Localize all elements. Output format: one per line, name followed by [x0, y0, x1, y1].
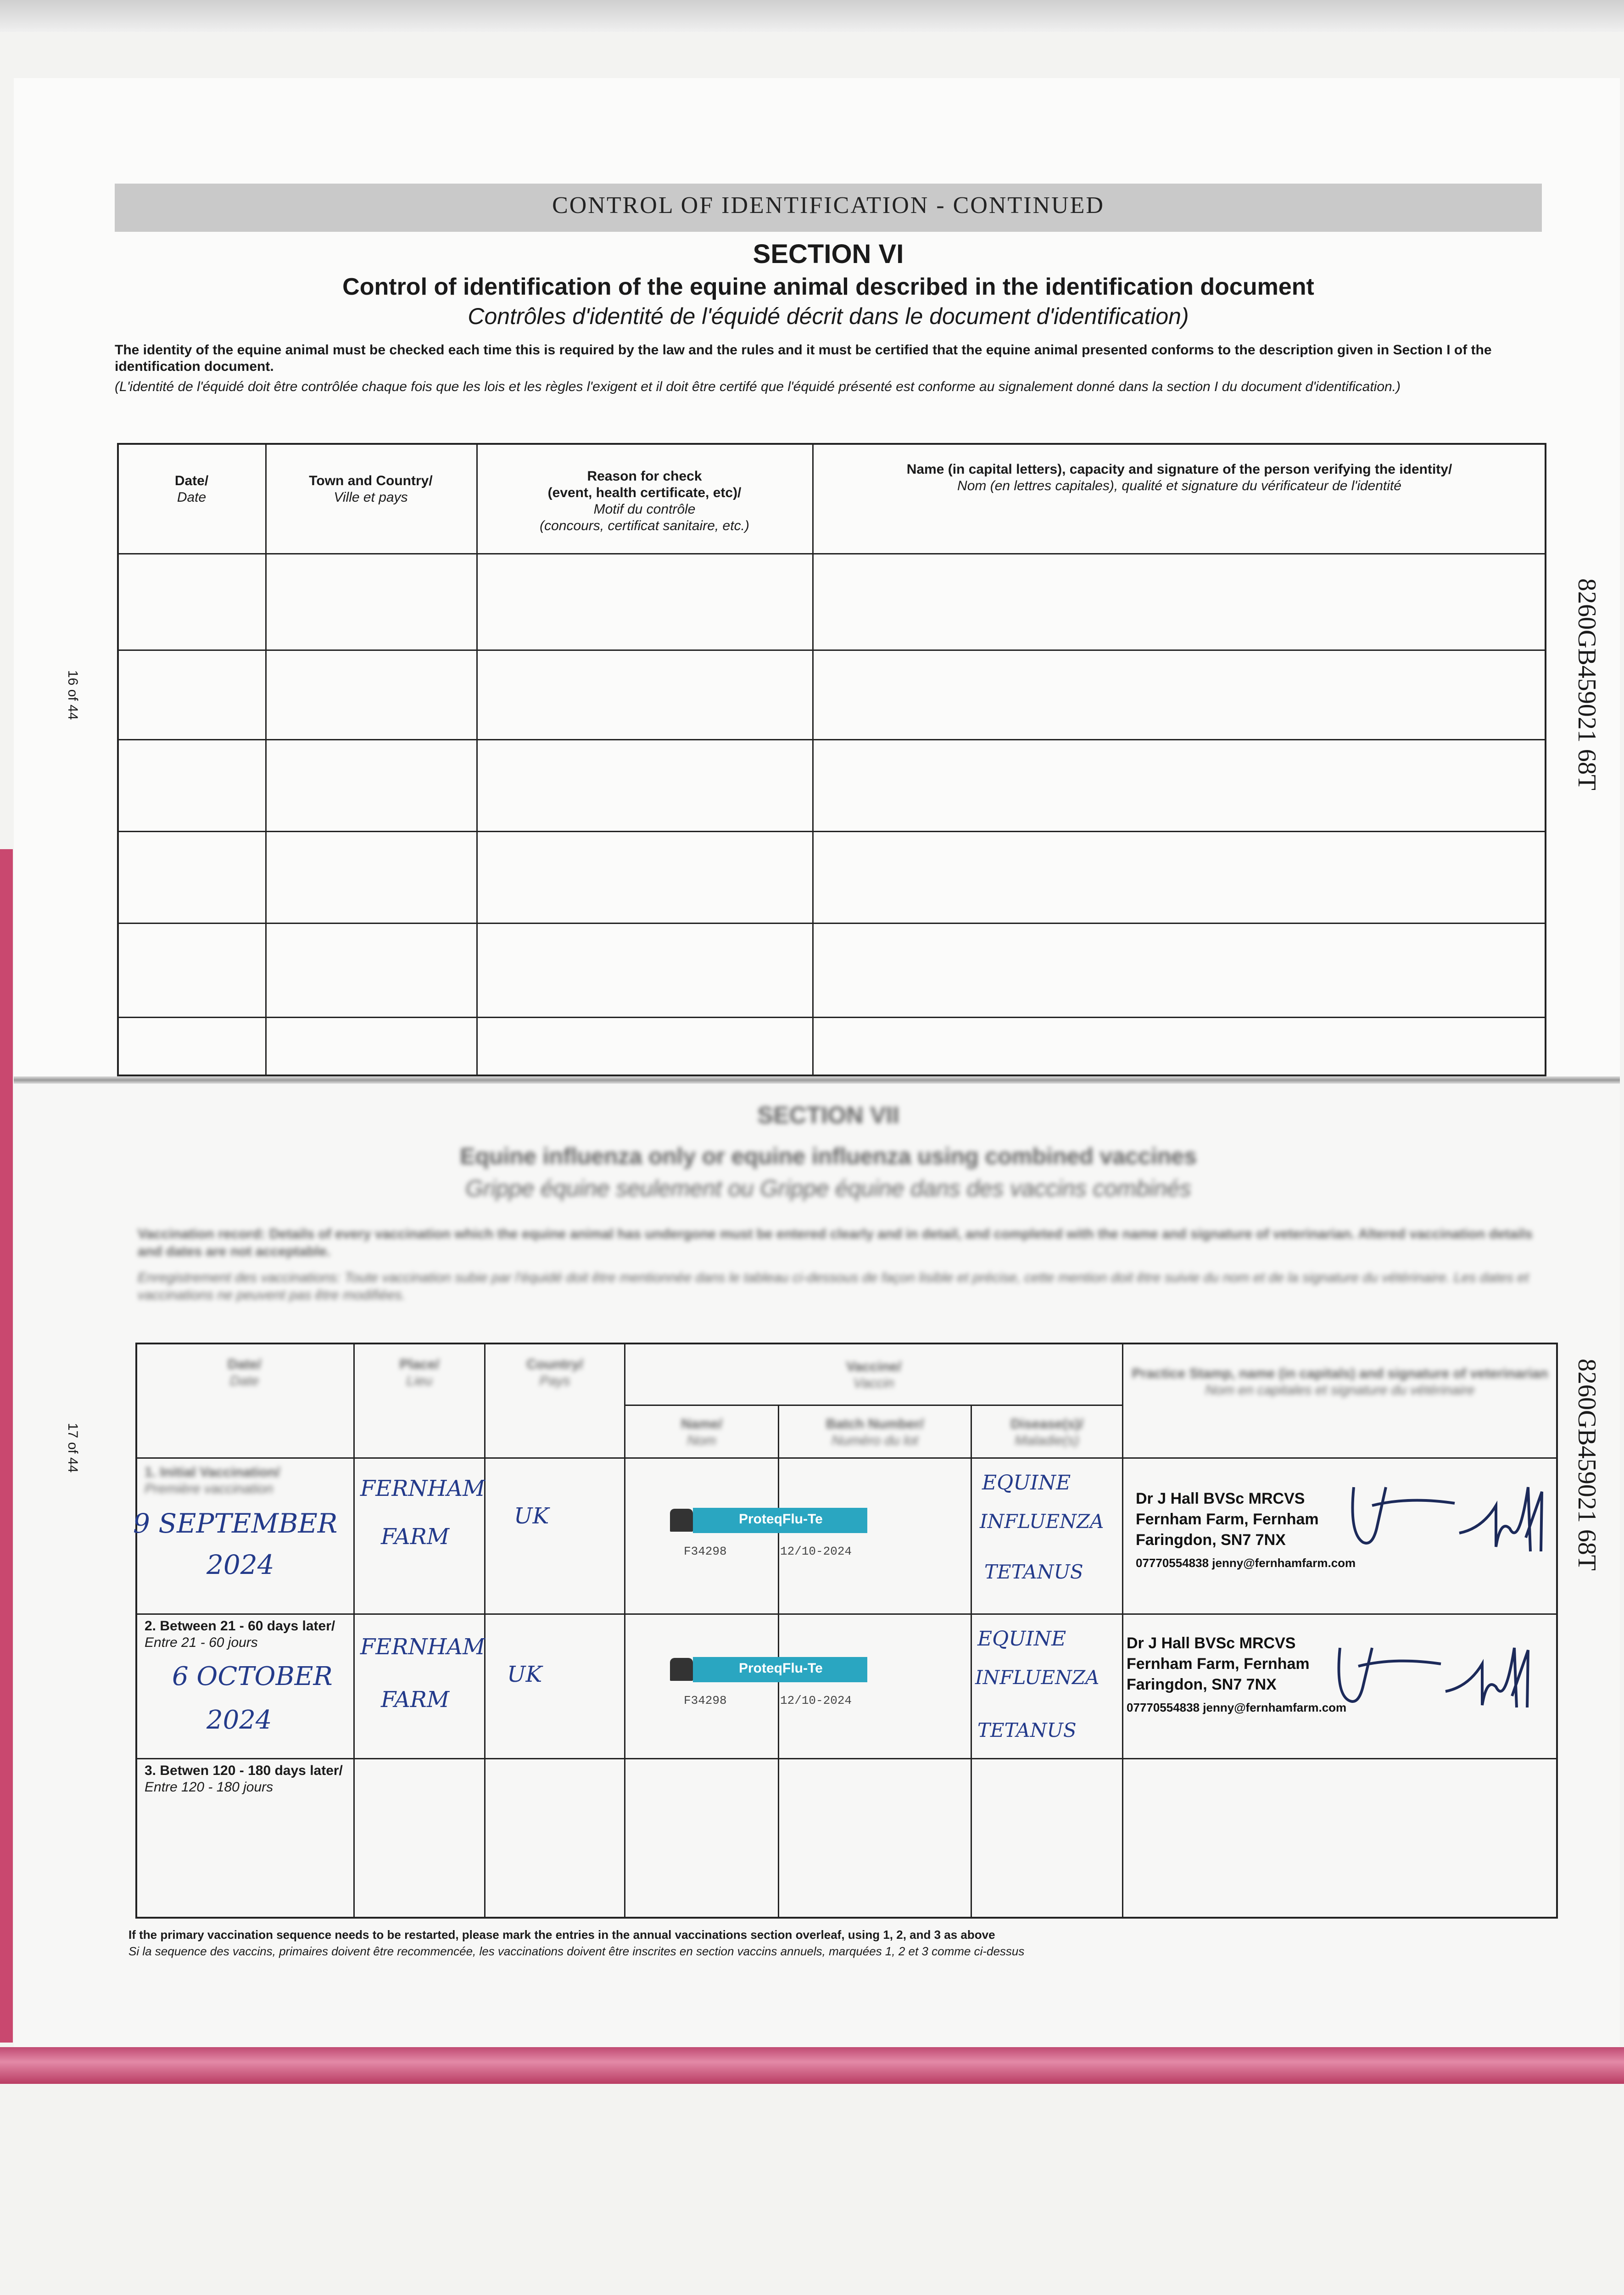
- batch-number: F34298: [684, 1694, 727, 1707]
- id-number-bottom: 8260GB459021 68T: [1573, 1359, 1601, 1571]
- column-header-date: Date/ Date: [227, 1357, 262, 1388]
- row-label-second: 2. Between 21 - 60 days later/ Entre 21 - 60 jours: [145, 1618, 335, 1650]
- section-vii-subtitle-fr: Grippe équine seulement ou Grippe équine dans des vaccins combinés: [465, 1175, 1191, 1201]
- table-divider: [624, 1405, 1122, 1406]
- handwritten-disease-1: EQUINE: [982, 1471, 1071, 1495]
- expiry-date: 12/10-2024: [780, 1694, 852, 1707]
- vet-signature-2: [1331, 1639, 1533, 1717]
- table-divider: [135, 1758, 1558, 1759]
- header-band-text: CONTROL OF IDENTIFICATION - CONTINUED: [552, 192, 1105, 218]
- column-header-batch: Batch Number/ Numéro du lot: [826, 1416, 924, 1448]
- handwritten-disease-3: TETANUS: [984, 1561, 1083, 1583]
- table-divider: [353, 1343, 355, 1919]
- table-divider: [117, 649, 1546, 651]
- vaccine-sticker: [665, 1643, 886, 1717]
- vet-stamp-name: Dr J Hall BVSc MRCVS: [1127, 1634, 1296, 1652]
- column-header-date: Date/ Date: [174, 473, 209, 505]
- column-header-place: Place/ Lieu: [399, 1357, 440, 1388]
- section-vii-subtitle-en: Equine influenza only or equine influenza using combined vaccines: [460, 1143, 1197, 1169]
- vet-stamp-contact: 07770554838 jenny@fernhamfarm.com: [1127, 1701, 1347, 1714]
- vaccine-sticker: [665, 1494, 886, 1567]
- table-divider: [624, 1343, 625, 1919]
- vet-signature-1: [1345, 1478, 1546, 1561]
- vaccine-brand: ProteqFlu-Te: [739, 1661, 823, 1676]
- handwritten-place: FERNHAM: [360, 1476, 486, 1501]
- table-divider: [117, 739, 1546, 740]
- section-title: SECTION VI: [753, 239, 904, 269]
- handwritten-disease-2: INFLUENZA: [980, 1510, 1104, 1533]
- vaccine-brand: ProteqFlu-Te: [739, 1511, 823, 1527]
- vet-stamp-address-1: Fernham Farm, Fernham: [1136, 1511, 1319, 1528]
- footnote-fr: Si la sequence des vaccins, primaires doivent être recommencée, les vaccinations doivent être inscrites en section vaccins annuels, marquées 1, 2 et 3 comme ci-dessus: [128, 1944, 1025, 1958]
- table-divider: [476, 443, 478, 1076]
- handwritten-country: UK: [514, 1503, 549, 1529]
- handwritten-place: FERNHAM: [360, 1634, 486, 1660]
- passport-cover-bottom: [0, 2047, 1624, 2084]
- handwritten-date: 9 SEPTEMBER: [133, 1508, 338, 1539]
- table-divider: [971, 1405, 972, 1919]
- handwritten-disease-2: INFLUENZA: [975, 1666, 1099, 1689]
- column-header-vaccine: Vaccine/ Vaccin: [846, 1359, 902, 1391]
- table-divider: [1122, 1343, 1123, 1919]
- table-divider: [117, 1017, 1546, 1018]
- handwritten-country: UK: [507, 1662, 542, 1687]
- brand-logo-icon: [670, 1658, 693, 1681]
- handwritten-year: 2024: [206, 1549, 274, 1580]
- table-divider: [117, 831, 1546, 832]
- column-header-verifier: Name (in capital letters), capacity and signature of the person verifying the identity/ Nom (en lettres capitales), qualité et signature du vérificateur de l'identité: [906, 462, 1452, 493]
- id-number-top: 8260GB459021 68T: [1573, 578, 1601, 790]
- section-vii-instructions-fr: Enregistrement des vaccinations: Toute vaccination subie par l'équidé doit être mentionnée dans le tableau ci-dessous de façon lisible et précise, cette mention doit être suivie du nom et de la signature du vétérinaire. Les dates et vaccinations ne peuvent pas être modifiées.: [138, 1270, 1529, 1303]
- handwritten-year: 2024: [206, 1705, 272, 1735]
- instructions-fr: (L'identité de l'équidé doit être contrôlée chaque fois que les lois et les règles l'exigent et il doit être certifé que l'équidé présenté est conforme au signalement donné dans la section I du document d'identification.): [115, 379, 1401, 394]
- handwritten-date: 6 OCTOBER: [172, 1662, 333, 1691]
- table-divider: [265, 443, 267, 1076]
- handwritten-disease-3: TETANUS: [977, 1719, 1077, 1741]
- column-header-vaccine-name: Name/ Nom: [681, 1416, 723, 1448]
- section-vii-instructions-en: Vaccination record: Details of every vaccination which the equine animal has undergone must be entered clearly and in detail, and completed with the name and signature of veterinarian. Altered vaccination details and dates are not acceptable.: [138, 1226, 1533, 1259]
- table-divider: [484, 1343, 486, 1919]
- brand-logo-icon: [670, 1509, 693, 1532]
- identification-check-table: [117, 443, 1546, 1076]
- column-header-reason: Reason for check (event, health certificate, etc)/ Motif du contrôle (concours, certificat sanitaire, etc.): [540, 469, 749, 533]
- column-header-practice-stamp: Practice Stamp, name (in capitals) and signature of veterinarian Nom en capitales et signature du vétérinaire: [1132, 1366, 1548, 1398]
- section-vii-title: SECTION VII: [757, 1102, 899, 1129]
- subtitle-fr: Contrôles d'identité de l'équidé décrit dans le document d'identification): [468, 303, 1189, 329]
- page-fold: [14, 1076, 1620, 1084]
- handwritten-place-2: FARM: [381, 1687, 450, 1713]
- column-header-country: Country/ Pays: [526, 1357, 583, 1388]
- vet-stamp-address-2: Faringdon, SN7 7NX: [1136, 1531, 1286, 1549]
- footnote-en: If the primary vaccination sequence needs to be restarted, please mark the entries in the annual vaccinations section overleaf, using 1, 2, and 3 as above: [128, 1928, 995, 1942]
- batch-number: F34298: [684, 1545, 727, 1558]
- vet-stamp-contact: 07770554838 jenny@fernhamfarm.com: [1136, 1556, 1356, 1570]
- table-divider: [117, 553, 1546, 554]
- expiry-date: 12/10-2024: [780, 1545, 852, 1558]
- scan-edge: [0, 0, 1624, 32]
- row-label-initial: 1. Initial Vaccination/ Première vaccination: [145, 1465, 280, 1496]
- subtitle-en: Control of identification of the equine animal described in the identification document: [342, 274, 1314, 300]
- table-divider: [812, 443, 814, 1076]
- handwritten-place-2: FARM: [381, 1524, 450, 1550]
- table-divider: [135, 1613, 1558, 1615]
- table-divider: [135, 1457, 1558, 1459]
- row-label-third: 3. Betwen 120 - 180 days later/ Entre 120 - 180 jours: [145, 1763, 343, 1795]
- vet-stamp-address-1: Fernham Farm, Fernham: [1127, 1655, 1310, 1673]
- vet-stamp-name: Dr J Hall BVSc MRCVS: [1136, 1490, 1305, 1507]
- instructions-en: The identity of the equine animal must be checked each time this is required by the law and the rules and it must be certified that the equine animal presented conforms to the description given in Section I of the identification document.: [115, 342, 1492, 374]
- handwritten-disease-1: EQUINE: [977, 1627, 1066, 1651]
- page-number-bottom: 17 of 44: [65, 1423, 80, 1473]
- vet-stamp-address-2: Faringdon, SN7 7NX: [1127, 1676, 1277, 1693]
- column-header-town: Town and Country/ Ville et pays: [309, 473, 433, 505]
- table-divider: [117, 923, 1546, 924]
- page-number-top: 16 of 44: [65, 670, 80, 720]
- column-header-disease: Disease(s)/ Maladie(s): [1010, 1416, 1083, 1448]
- passport-cover-edge: [0, 849, 13, 2043]
